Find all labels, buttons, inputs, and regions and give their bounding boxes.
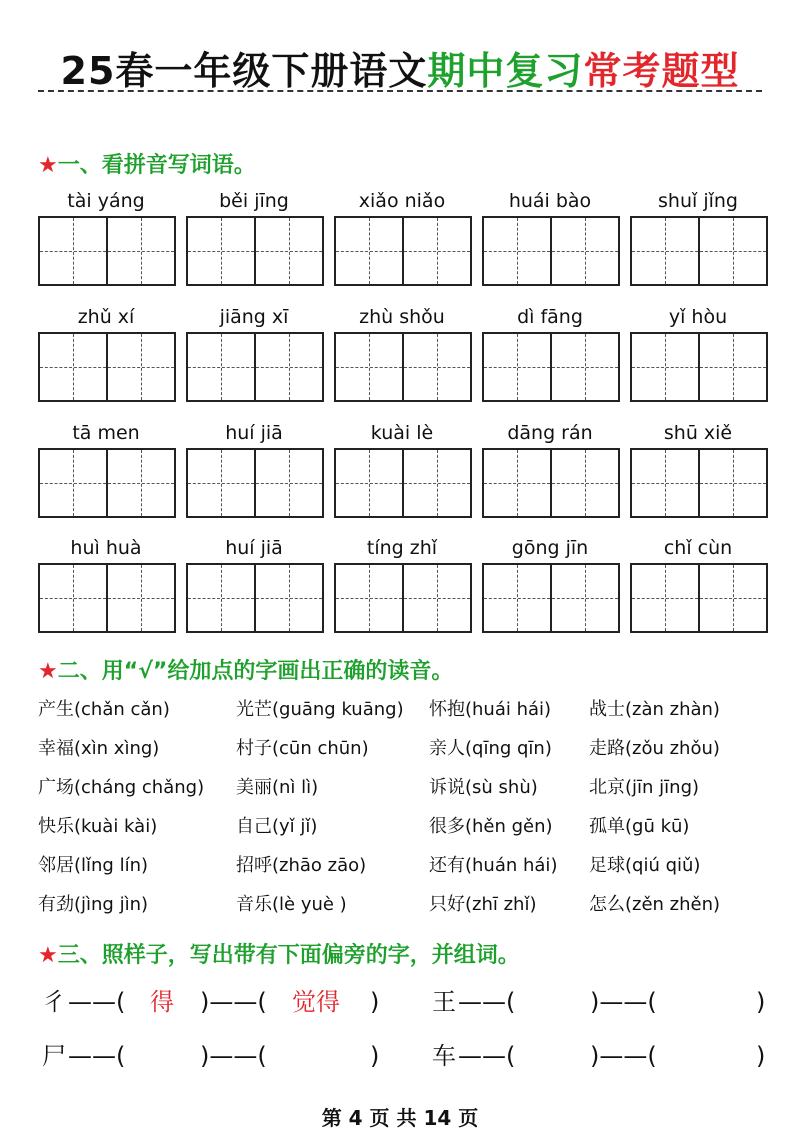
reading-row — [38, 885, 778, 924]
word-cell — [186, 186, 322, 286]
pinyin-label: huì huà — [70, 537, 142, 559]
reading-item[interactable]: 怎么(zěn zhěn) — [589, 894, 721, 915]
tianzige-box[interactable] — [186, 563, 324, 633]
character-square[interactable] — [106, 218, 174, 284]
character-square[interactable] — [40, 218, 106, 284]
character-square[interactable] — [188, 565, 254, 631]
character-square[interactable] — [106, 565, 174, 631]
word-cell — [482, 418, 618, 518]
word-cell — [482, 186, 618, 286]
word-cell — [334, 302, 470, 402]
reading-row — [38, 690, 778, 729]
reading-item[interactable]: 怀抱(huái hái) — [429, 699, 552, 720]
reading-row — [38, 729, 778, 768]
character-square[interactable] — [484, 565, 550, 631]
pinyin-label: huí jiā — [225, 537, 283, 559]
radical-label: 车 — [432, 1042, 456, 1070]
character-square[interactable] — [484, 218, 550, 284]
character-square[interactable] — [484, 450, 550, 516]
reading-item[interactable]: 村子(cūn chūn) — [236, 738, 369, 759]
dash-mid[interactable]: )——( — [590, 988, 657, 1016]
tianzige-box[interactable] — [630, 332, 768, 402]
page-title — [0, 40, 800, 95]
character-square[interactable] — [336, 218, 402, 284]
reading-item[interactable]: 光芒(guāng kuāng) — [236, 699, 404, 720]
pinyin-label: běi jīng — [219, 190, 289, 212]
character-square[interactable] — [550, 565, 618, 631]
pinyin-label: tā men — [72, 422, 140, 444]
dash-mid[interactable]: )——( — [590, 1042, 657, 1070]
character-square[interactable] — [698, 450, 766, 516]
reading-item[interactable]: 幸福(xìn xìng) — [38, 738, 160, 759]
tianzige-box[interactable] — [186, 332, 324, 402]
character-square[interactable] — [40, 450, 106, 516]
character-square[interactable] — [402, 565, 470, 631]
title-part-review: 期中复习 — [427, 49, 584, 93]
word-cell — [630, 418, 766, 518]
pinyin-label: shuǐ jǐng — [658, 190, 738, 212]
character-square[interactable] — [336, 450, 402, 516]
reading-item[interactable]: 快乐(kuài kài) — [38, 816, 158, 837]
pinyin-label: tíng zhǐ — [366, 537, 438, 559]
reading-choice-list — [38, 690, 778, 924]
paren-close: ) — [756, 988, 766, 1016]
character-square[interactable] — [188, 450, 254, 516]
character-square[interactable] — [550, 450, 618, 516]
character-square[interactable] — [254, 565, 322, 631]
word-cell — [38, 186, 174, 286]
character-square[interactable] — [632, 218, 698, 284]
radical-row-2 — [38, 1036, 778, 1076]
word-cell — [630, 302, 766, 402]
character-square[interactable] — [632, 334, 698, 400]
example-char[interactable]: 得 — [150, 988, 174, 1016]
character-square[interactable] — [550, 334, 618, 400]
page-footer: 第 4 页 共 14 页 — [321, 1106, 479, 1130]
tianzige-box[interactable] — [334, 216, 472, 286]
tianzige-box[interactable] — [38, 563, 176, 633]
radical-row-1 — [38, 982, 778, 1022]
word-cell — [38, 418, 174, 518]
reading-item[interactable]: 广场(cháng chǎng) — [38, 777, 205, 798]
tianzige-box[interactable] — [334, 563, 472, 633]
reading-item[interactable]: 诉说(sù shù) — [429, 777, 538, 798]
dash-open[interactable]: ——( — [458, 1042, 516, 1070]
pinyin-label: zhǔ xí — [77, 306, 135, 328]
radical-label: 王 — [432, 988, 456, 1016]
character-square[interactable] — [254, 334, 322, 400]
dash-mid: )——( — [200, 988, 267, 1016]
paren-close: ) — [370, 988, 380, 1016]
pinyin-label: tài yáng — [67, 190, 145, 212]
dash-open[interactable]: ——( — [458, 988, 516, 1016]
reading-item[interactable]: 只好(zhī zhǐ) — [429, 894, 537, 915]
reading-row — [38, 846, 778, 885]
pinyin-label: huí jiā — [225, 422, 283, 444]
tianzige-box[interactable] — [38, 216, 176, 286]
character-square[interactable] — [632, 565, 698, 631]
word-cell — [186, 302, 322, 402]
section-3-heading: ★三、照样子，写出带有下面偏旁的字，并组词。 — [38, 943, 520, 968]
pinyin-label: dì fāng — [517, 306, 583, 328]
character-square[interactable] — [698, 565, 766, 631]
reading-row — [38, 807, 778, 846]
tianzige-box[interactable] — [334, 448, 472, 518]
tianzige-box[interactable] — [630, 448, 768, 518]
word-cell — [186, 418, 322, 518]
reading-item[interactable]: 有劲(jìng jìn) — [38, 894, 149, 915]
reading-item[interactable]: 自己(yǐ jǐ) — [236, 816, 318, 837]
character-square[interactable] — [188, 334, 254, 400]
tianzige-box[interactable] — [482, 216, 620, 286]
paren-close: ) — [756, 1042, 766, 1070]
reading-item[interactable]: 产生(chǎn cǎn) — [38, 699, 170, 720]
tianzige-box[interactable] — [186, 216, 324, 286]
tianzige-box[interactable] — [630, 216, 768, 286]
title-part-grade: 25春一年级下册语文 — [60, 49, 428, 93]
tianzige-box[interactable] — [630, 563, 768, 633]
word-cell — [334, 186, 470, 286]
reading-item[interactable]: 亲人(qīng qīn) — [429, 738, 552, 759]
title-underline — [38, 90, 762, 92]
pinyin-label: gōng jīn — [511, 537, 589, 559]
character-square[interactable] — [40, 565, 106, 631]
example-word[interactable]: 觉得 — [292, 988, 340, 1016]
character-square[interactable] — [336, 565, 402, 631]
reading-item[interactable]: 还有(huán hái) — [429, 855, 558, 876]
character-square[interactable] — [484, 334, 550, 400]
character-square[interactable] — [106, 450, 174, 516]
character-square[interactable] — [188, 218, 254, 284]
dash-open[interactable]: ——( — [68, 1042, 126, 1070]
reading-item[interactable]: 音乐(lè yuè ) — [236, 894, 347, 915]
tianzige-box[interactable] — [186, 448, 324, 518]
word-cell — [482, 302, 618, 402]
pinyin-label: jiāng xī — [219, 306, 289, 328]
character-square[interactable] — [336, 334, 402, 400]
word-cell — [334, 418, 470, 518]
star-icon: ★ — [38, 943, 58, 968]
radical-label: 尸 — [42, 1042, 66, 1070]
pinyin-label: dāng rán — [507, 422, 593, 444]
character-square[interactable] — [698, 218, 766, 284]
tianzige-box[interactable] — [482, 332, 620, 402]
character-square[interactable] — [550, 218, 618, 284]
pinyin-label: shū xiě — [663, 422, 733, 444]
character-square[interactable] — [402, 218, 470, 284]
character-square[interactable] — [106, 334, 174, 400]
tianzige-box[interactable] — [482, 448, 620, 518]
tianzige-box[interactable] — [482, 563, 620, 633]
section-1-heading: ★一、看拼音写词语。 — [38, 153, 256, 178]
title-part-types: 常考题型 — [583, 49, 740, 93]
word-cell — [38, 533, 174, 633]
pinyin-label: yǐ hòu — [668, 306, 728, 328]
radical-label: 彳 — [42, 988, 66, 1016]
word-cell — [38, 302, 174, 402]
character-square[interactable] — [402, 334, 470, 400]
word-cell — [630, 186, 766, 286]
tianzige-box[interactable] — [38, 332, 176, 402]
character-square[interactable] — [40, 334, 106, 400]
pinyin-label: chǐ cùn — [663, 537, 733, 559]
star-icon: ★ — [38, 659, 58, 684]
word-cell — [630, 533, 766, 633]
reading-item[interactable]: 邻居(lǐng lín) — [38, 855, 149, 876]
dash-open: ——( — [68, 988, 126, 1016]
reading-item[interactable]: 很多(hěn gěn) — [429, 816, 553, 837]
section-2-heading: ★二、用“√”给加点的字画出正确的读音。 — [38, 659, 454, 684]
reading-item[interactable]: 招呼(zhāo zāo) — [236, 855, 367, 876]
tianzige-box[interactable] — [334, 332, 472, 402]
reading-row — [38, 768, 778, 807]
tianzige-box[interactable] — [38, 448, 176, 518]
star-icon: ★ — [38, 153, 58, 178]
pinyin-label: zhù shǒu — [359, 306, 445, 328]
character-square[interactable] — [254, 450, 322, 516]
word-cell — [482, 533, 618, 633]
character-square[interactable] — [632, 450, 698, 516]
pinyin-label: huái bào — [508, 190, 592, 212]
reading-item[interactable]: 足球(qiú qiǔ) — [589, 855, 701, 876]
reading-item[interactable]: 北京(jīn jīng) — [589, 777, 700, 798]
paren-close: ) — [370, 1042, 380, 1070]
character-square[interactable] — [402, 450, 470, 516]
dash-mid[interactable]: )——( — [200, 1042, 267, 1070]
word-cell — [186, 533, 322, 633]
character-square[interactable] — [698, 334, 766, 400]
reading-item[interactable]: 孤单(gū kū) — [589, 816, 690, 837]
reading-item[interactable]: 美丽(nì lì) — [236, 777, 319, 798]
pinyin-label: xiǎo niǎo — [358, 190, 446, 212]
pinyin-label: kuài lè — [370, 422, 434, 444]
word-cell — [334, 533, 470, 633]
reading-item[interactable]: 战士(zàn zhàn) — [589, 699, 720, 720]
reading-item[interactable]: 走路(zǒu zhǒu) — [589, 738, 720, 759]
character-square[interactable] — [254, 218, 322, 284]
